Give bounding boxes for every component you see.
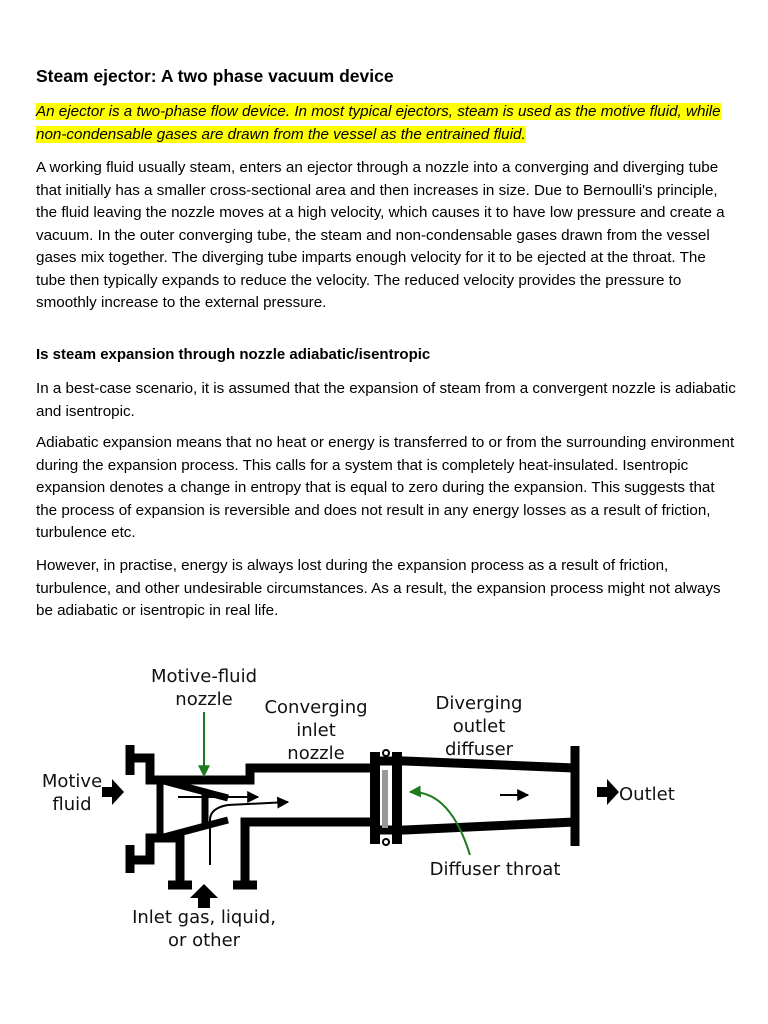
motive-fluid-arrow bbox=[102, 779, 124, 805]
label-diffuser-throat: Diffuser throat bbox=[429, 859, 561, 880]
label-diverging-line3: diffuser bbox=[444, 739, 514, 760]
label-inlet-line1: Inlet gas, liquid, bbox=[132, 907, 276, 928]
paragraph-adiabatic: Adiabatic expansion means that no heat or energy is transferred to or from the surrounding environment during the expansion process. This calls for a system that is completely heat-insulated. Isentropic expansion denotes a change in entropy that is equal to zero during the expansion. This suggests that the process of expansion is reversible and does not result in any energy losses as a result of friction, turbulence etc. bbox=[36, 434, 735, 541]
label-motive-fluid-line2: fluid bbox=[52, 794, 92, 815]
document-title: Steam ejector: A two phase vacuum device bbox=[36, 66, 394, 86]
label-diverging-line1: Diverging bbox=[435, 693, 523, 714]
label-inlet-line2: or other bbox=[167, 930, 241, 951]
ejector-diagram-svg bbox=[30, 650, 730, 970]
subheading: Is steam expansion through nozzle adiabatic/isentropic bbox=[36, 346, 431, 363]
label-converging-line1: Converging bbox=[264, 697, 368, 718]
label-outlet: Outlet bbox=[619, 784, 675, 805]
label-converging-line3: nozzle bbox=[287, 743, 345, 764]
label-motive-nozzle-line1: Motive-fluid bbox=[151, 666, 257, 687]
paragraph-working-fluid: A working fluid usually steam, enters an ejector through a nozzle into a converging and diverging tube that initially has a smaller cross-sectional area and then increases in size. Due to Bernoulli's principle, the fluid leaving the nozzle moves at a high velocity, which causes it to have low pressure and create a vacuum. In the outer converging tube, the steam and non-condensable gases drawn from the vessel gases mix together. The diverging tube imparts enough velocity for it to be ejected at the throat. The tube then typically expands to reduce the velocity. The reduced velocity provides the pressure to smoothly increase to the external pressure. bbox=[36, 159, 725, 311]
intro-highlighted-text: An ejector is a two-phase flow device. In most typical ejectors, steam is used as the motive fluid, while non-condensable gases are drawn from the vessel as the entrained fluid. bbox=[36, 103, 721, 143]
outlet-arrow bbox=[597, 779, 619, 805]
label-motive-fluid-line1: Motive bbox=[41, 771, 103, 792]
inlet-arrow bbox=[190, 884, 218, 908]
label-converging-line2: inlet bbox=[296, 720, 336, 741]
paragraph-practise: However, in practise, energy is always lost during the expansion process as a result of friction, turbulence, and other undesirable circumstances. As a result, the expansion process might not always be adiabatic or isentropic in real life. bbox=[36, 557, 721, 619]
paragraph-best-case: In a best-case scenario, it is assumed that the expansion of steam from a convergent nozzle is adiabatic and isentropic. bbox=[36, 380, 736, 420]
intro-paragraph bbox=[36, 101, 736, 146]
ejector-diagram bbox=[30, 650, 730, 970]
label-motive-nozzle-line2: nozzle bbox=[175, 689, 233, 710]
label-diverging-line2: outlet bbox=[452, 716, 506, 737]
